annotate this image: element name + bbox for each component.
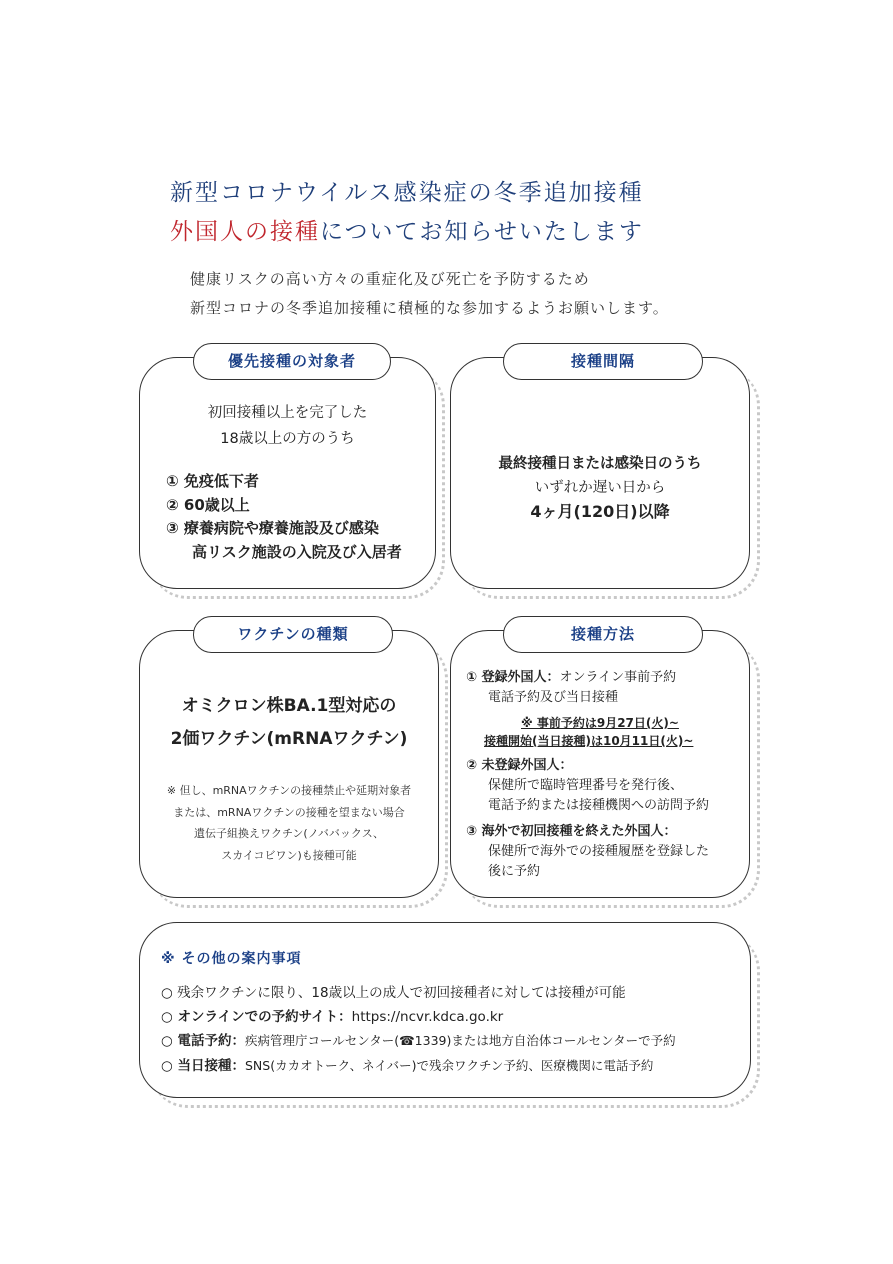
method-3-title: ③ 海外で初回接種を終えた外国人： [466, 824, 677, 839]
priority-intro-1: 初回接種以上を完了した [207, 405, 368, 421]
interval-label: 接種間隔 [503, 343, 703, 380]
other-item-3-value: 疾病管理庁コールセンター(☎1339)または地方自治体コールセンターで予約 [244, 1033, 676, 1048]
method-3-line-2: 後に予約 [488, 864, 541, 879]
other-item-3-label: ○ 電話予約： [161, 1033, 245, 1049]
vaccine-note-2: または、mRNAワクチンの接種を望まない場合 [173, 805, 405, 819]
method-1 [466, 668, 709, 688]
intro-line-2: 新型コロナの冬季追加接種に積極的な参加するようお願いします。 [190, 299, 669, 317]
interval-line-3: 4ヶ月(120日)以降 [530, 502, 670, 521]
other-item-2 [161, 1006, 676, 1030]
method-1-line-2: 電話予約及び当日接種 [488, 690, 619, 705]
method-1-note-1: ※ 事前予約は9月27日(火)~ [521, 716, 679, 730]
method-label: 接種方法 [503, 616, 703, 653]
reservation-site-link[interactable]: https://ncvr.kdca.go.kr [351, 1008, 504, 1025]
priority-list [166, 470, 402, 564]
page-title: 新型コロナウイルス感染症の冬季追加接種 [170, 180, 644, 206]
other-item-4-value: SNS(カカオトーク、ネイバー)で残余ワクチン予約、医療機関に電話予約 [244, 1057, 654, 1073]
other-item-4-label: ○ 当日接種： [161, 1057, 245, 1074]
other-item-1 [161, 982, 676, 1006]
priority-item-1: ① 免疫低下者 [166, 472, 259, 490]
interval-line-1: 最終接種日または感染日のうち [498, 456, 702, 472]
vaccine-note-1: ※ 但し、mRNAワクチンの接種禁止や延期対象者 [166, 784, 412, 797]
method-2-line-1: 保健所で臨時管理番号を発行後、 [488, 778, 684, 793]
other-info-heading: ※ その他の案内事項 [161, 951, 302, 967]
intro-line-1: 健康リスクの高い方々の重症化及び死亡を予防するため [190, 270, 590, 288]
priority-item-3b: 高リスク施設の入院及び入居者 [192, 542, 402, 561]
other-item-1-text: ○ 残余ワクチンに限り、18歳以上の成人で初回接種者に対しては接種が可能 [161, 985, 626, 1001]
other-item-4 [161, 1054, 676, 1079]
other-item-3 [161, 1029, 676, 1054]
method-2-title: ② 未登録外国人： [466, 758, 573, 773]
priority-item-2: ② 60歳以上 [166, 495, 250, 514]
vaccine-main-2: 2価ワクチン(mRNAワクチン) [170, 729, 408, 749]
method-body [466, 668, 709, 882]
vaccine-main [139, 690, 439, 756]
subtitle-rest: についてお知らせいたします [320, 219, 644, 245]
subtitle-highlight: 外国人の接種 [170, 219, 320, 245]
priority-intro [139, 400, 436, 452]
interval-body [450, 452, 750, 524]
interval-line-2: いずれか遅い日から [534, 480, 666, 496]
other-item-2-label: ○ オンラインでの予約サイト： [161, 1008, 352, 1025]
method-1-rest: オンライン事前予約 [559, 670, 677, 685]
priority-label: 優先接種の対象者 [193, 343, 391, 380]
vaccine-main-1: オミクロン株BA.1型対応の [181, 696, 397, 716]
vaccine-note-4: スカイコビワン)も接種可能 [221, 848, 357, 862]
method-1-note-2: 接種開始(当日接種)は10月11日(火)~ [484, 734, 694, 748]
method-2-line-2: 電話予約または接種機関への訪問予約 [488, 798, 710, 813]
method-3-line-1: 保健所で海外での接種履歴を登録した [488, 844, 710, 859]
vaccine-note-3: 遺伝子組換えワクチン(ノババックス、 [193, 827, 385, 840]
vaccine-label: ワクチンの種類 [193, 616, 393, 653]
priority-intro-2: 18歳以上の方のうち [220, 431, 355, 447]
vaccine-note [139, 780, 439, 866]
other-info-list [161, 982, 676, 1078]
method-1-title: ① 登録外国人： [466, 670, 560, 685]
priority-item-3a: ③ 療養病院や療養施設及び感染 [166, 519, 379, 537]
page-subtitle [170, 213, 644, 246]
